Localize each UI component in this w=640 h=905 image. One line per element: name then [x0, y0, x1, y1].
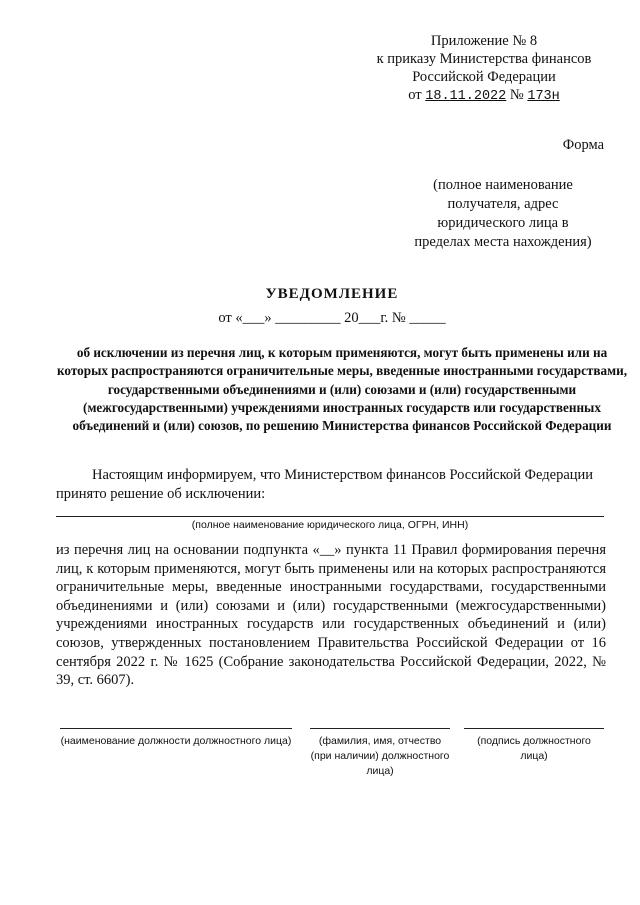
position-signature-line [60, 728, 292, 729]
date-prefix: от [408, 87, 422, 103]
name-caption: (фамилия, имя, отчество (при наличии) должностного лица) [310, 735, 450, 777]
order-header [364, 32, 604, 106]
recipient-block: (полное наименование получателя, адрес юридического лица в пределах места нахождения) [414, 177, 592, 250]
entity-fill-line [56, 516, 604, 517]
order-number: 173н [527, 89, 560, 104]
signature-caption: (подпись должностного лица) [477, 735, 591, 762]
number-prefix: № [509, 87, 524, 103]
appendix-number: Приложение № 8 [430, 33, 538, 49]
ministry-country: Российской Федерации [412, 69, 556, 85]
body-paragraph: из перечня лиц на основании подпункта «__» пункта 11 Правил формирования перечня лиц, к которым применяются, могут быть применены или на которых распространяются ограничительные меры, введенные иностранными государствами, государственными объединениями и (или) союзами и (или) государственными (межгосударственными) учреждениями иностранных государств или государственных объединений и (или) союзов, утвержденных постановлением Правительства Российской Федерации от 16 сентября 2022 г. № 1625 (Собрание законодательства Российской Федерации, 2022, № 39, ст. 6607). [56, 542, 606, 689]
order-reference: к приказу Министерства финансов [376, 51, 592, 67]
intro-paragraph: Настоящим информируем, что Министерством финансов Российской Федерации принято решение об исключении: [56, 467, 594, 502]
signature-line [464, 728, 604, 729]
entity-caption: (полное наименование юридического лица, ОГРН, ИНН) [191, 519, 469, 531]
notification-subject: об исключении из перечня лиц, к которым применяются, могут быть применены или на которых распространяются ограничительные меры, введенные иностранными государствами, государственными объединениями и (или) союзами и (или) государственными (межгосударственными) учреждениями иностранных государств или государственных объединений и (или) союзов, по решению Министерства финансов Российской Федерации [57, 345, 627, 434]
form-label: Форма [562, 137, 604, 153]
document-title: УВЕДОМЛЕНИЕ [265, 286, 399, 302]
order-date-line [364, 86, 604, 106]
order-date: 18.11.2022 [425, 89, 507, 104]
notification-date-line: от «___» _________ 20___г. № _____ [218, 310, 446, 326]
position-caption: (наименование должности должностного лица) [60, 735, 292, 747]
name-signature-line [310, 728, 450, 729]
